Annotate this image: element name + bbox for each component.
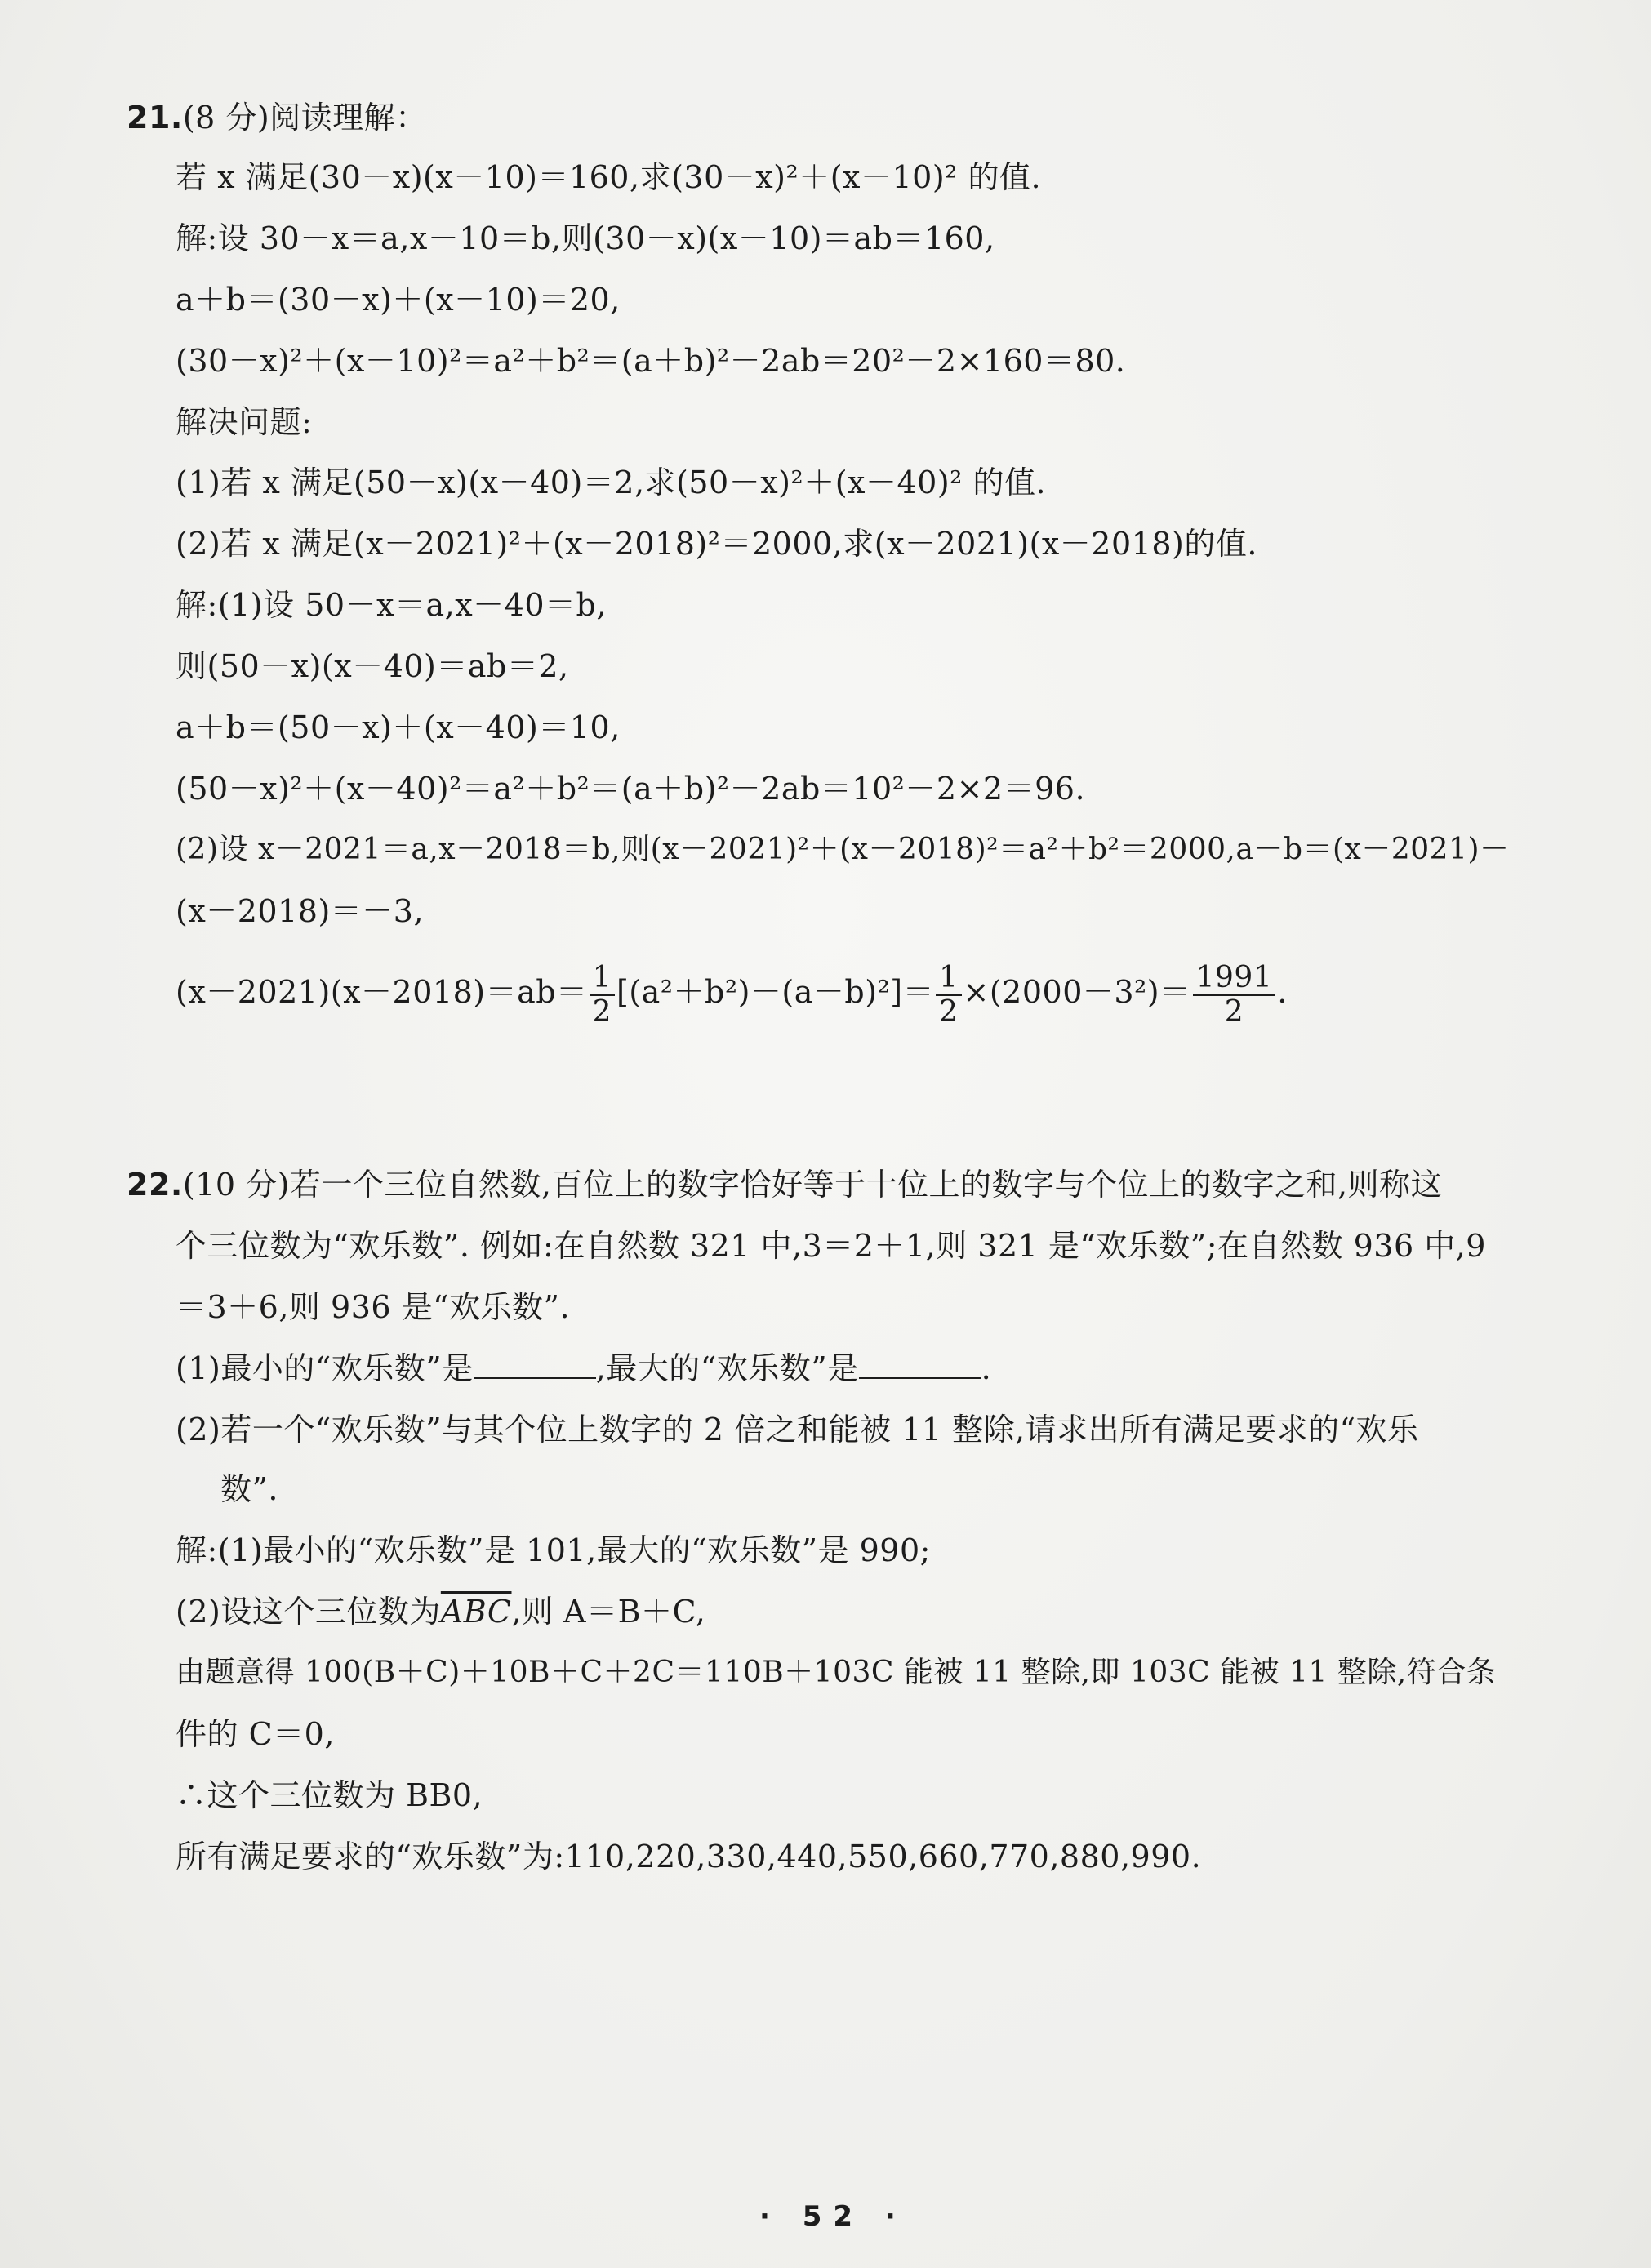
q22-line: ＝3＋6,则 936 是“欢乐数”.: [176, 1289, 571, 1325]
q21-line: (1)若 x 满足(50－x)(x－40)＝2,求(50－x)²＋(x－40)² 的值.: [176, 465, 1047, 500]
fraction: [590, 962, 615, 1029]
q22-solution-line: 由题意得 100(B＋C)＋10B＋C＋2C＝110B＋103C 能被 11 整除,即 103C 能被 11 整除,符合条: [176, 1656, 1497, 1689]
q21-line: 解决问题:: [176, 404, 313, 440]
fraction: [936, 962, 961, 1029]
q22-solution-line: 件的 C＝0,: [176, 1716, 335, 1752]
q22-solution-line: ∴这个三位数为 BB0,: [176, 1777, 483, 1813]
q21-line: 解:(1)设 50－x＝a,x－40＝b,: [176, 587, 607, 623]
page-number: · 52 ·: [759, 2200, 907, 2233]
q22-line: (10 分)若一个三位自然数,百位上的数字恰好等于十位上的数字与个位上的数字之和,则称这: [182, 1167, 1443, 1203]
q21-final-prefix: (x－2021)(x－2018)＝ab＝: [176, 974, 588, 1010]
q21-line: a＋b＝(30－x)＋(x－10)＝20,: [176, 282, 621, 318]
q22-line: 个三位数为“欢乐数”. 例如:在自然数 321 中,3＝2＋1,则 321 是“欢乐数”;在自然数 936 中,9: [176, 1228, 1486, 1264]
answer-blank-largest[interactable]: [859, 1350, 981, 1379]
q21-line: (x－2018)＝－3,: [176, 893, 425, 929]
q22-part2-line: (2)若一个“欢乐数”与其个位上数字的 2 倍之和能被 11 整除,请求出所有满足要求的“欢乐: [176, 1412, 1419, 1448]
q22-number: 22.: [127, 1167, 183, 1203]
q22-part1-middle: ,最大的“欢乐数”是: [595, 1350, 859, 1386]
q21-line: (30－x)²＋(x－10)²＝a²＋b²＝(a＋b)²－2ab＝20²－2×160＝80.: [176, 343, 1126, 379]
q21-final-mid2: ×(2000－3²)＝: [963, 974, 1191, 1010]
q21-line: a＋b＝(50－x)＋(x－40)＝10,: [176, 709, 621, 745]
q22-part1-suffix: .: [981, 1350, 992, 1386]
q21-header: [127, 98, 427, 137]
q22-solution-line: 所有满足要求的“欢乐数”为:110,220,330,440,550,660,770,880,990.: [176, 1839, 1202, 1874]
q22-header: [127, 1165, 1442, 1204]
q21-line: (2)设 x－2021＝a,x－2018＝b,则(x－2021)²＋(x－2018)²＝a²＋b²＝2000,a－b＝(x－2021)－: [176, 833, 1510, 866]
q22-part1-prefix: (1)最小的“欢乐数”是: [176, 1350, 474, 1386]
fraction-denominator: 2: [939, 994, 959, 1029]
fraction-numerator: 1: [936, 962, 961, 996]
q22-part2-line: 数”.: [220, 1471, 279, 1507]
answer-blank-smallest[interactable]: [474, 1350, 596, 1379]
q22-solution-text: (2)设这个三位数为: [176, 1594, 441, 1630]
fraction: [1193, 962, 1276, 1029]
fraction-denominator: 2: [592, 994, 612, 1029]
q21-line: (2)若 x 满足(x－2021)²＋(x－2018)²＝2000,求(x－2021)(x－2018)的值.: [176, 526, 1257, 562]
fraction-numerator: 1: [590, 962, 615, 996]
q22-solution-line-2: [176, 1592, 705, 1631]
q21-final-mid1: [(a²＋b²)－(a－b)²]＝: [616, 974, 935, 1010]
q21-line: 则(50－x)(x－40)＝ab＝2,: [176, 648, 569, 684]
q21-number: 21.: [127, 100, 183, 136]
q21-header-text: (8 分)阅读理解：: [182, 100, 427, 136]
overlined-abc: $\overline{ABC}$: [440, 1594, 512, 1630]
q21-line: 解:设 30－x＝a,x－10＝b,则(30－x)(x－10)＝ab＝160,: [176, 220, 995, 256]
q21-final-suffix: .: [1277, 974, 1288, 1010]
q21-line: 若 x 满足(30－x)(x－10)＝160,求(30－x)²＋(x－10)² 的值.: [176, 159, 1042, 195]
q21-final-equation: [176, 955, 1288, 1029]
q22-solution-line: 解:(1)最小的“欢乐数”是 101,最大的“欢乐数”是 990;: [176, 1532, 931, 1568]
q22-solution-text: ,则 A＝B＋C,: [511, 1594, 706, 1630]
q22-part1: [176, 1349, 991, 1388]
fraction-denominator: 2: [1224, 994, 1244, 1029]
q21-line: (50－x)²＋(x－40)²＝a²＋b²＝(a＋b)²－2ab＝10²－2×2＝96.: [176, 771, 1086, 807]
fraction-numerator: 1991: [1193, 962, 1276, 996]
